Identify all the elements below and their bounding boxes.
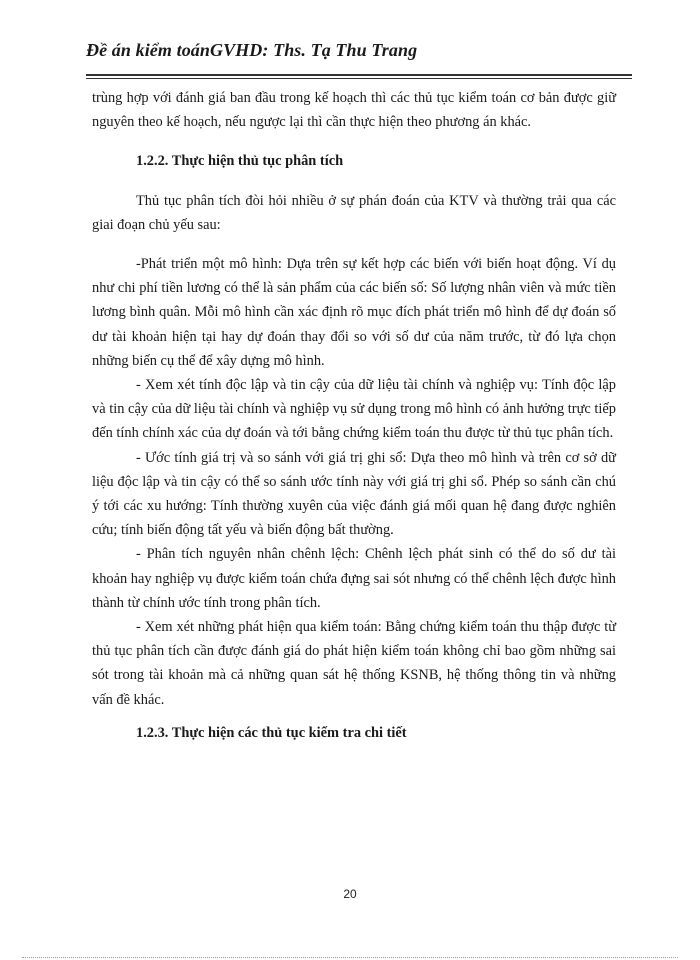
body-paragraph-1: Thủ tục phân tích đòi hỏi nhiều ở sự phán đoán của KTV và thường trải qua các giai đoạn chủ yếu sau: — [92, 192, 616, 233]
body-paragraph-5: - Phân tích nguyên nhân chênh lệch: Chênh lệch phát sinh có thể do số dư tài khoản hay nghiệp vụ được kiểm toán chứa đựng sai sót nhưng có thể chênh lệch được hình thành từ chính ước tính trong phân tích. — [92, 546, 616, 611]
body-paragraph-4: - Ước tính giá trị và so sánh với giá trị ghi sổ: Dựa theo mô hình và trên cơ sở dữ liệu độc lập và tin cậy có thể so sánh ước tính này với giá trị ghi sổ. Phép so sánh cần chú ý tới các xu hướng: Tính thường xuyên của việc đánh giá mối quan hệ đang được nghiên cứu; tính biến động tất yếu và biến động bất thường. — [92, 449, 616, 539]
section-heading-1-2-3: 1.2.3. Thực hiện các thủ tục kiểm tra chi tiết — [136, 724, 407, 741]
body-paragraph-3: - Xem xét tính độc lập và tin cậy của dữ liệu tài chính và nghiệp vụ: Tính độc lập và tin cậy của dữ liệu tài chính và nghiệp vụ sử dụng trong mô hình có ảnh hưởng trực tiếp đến tính chính xác của dự đoán và tới bằng chứng kiểm toán thu được từ thủ tục phân tích. — [92, 377, 616, 442]
section-heading-1-2-2: 1.2.2. Thực hiện thủ tục phân tích — [136, 153, 344, 170]
body-paragraph-2: -Phát triển một mô hình: Dựa trên sự kết hợp các biến với biến hoạt động. Ví dụ như chi phí tiền lương có thể là sản phẩm của các biến số: Số lượng nhân viên và mức tiền lương bình quân. Mỗi mô hình cần xác định rõ mục đích phát triển mô hình để dự đoán số dư tài khoản hiện tại hay dự đoán thay đổi so với số dư của năm trước, từ đó lựa chọn những biến cụ thể để xây dựng mô hình. — [92, 256, 616, 369]
body-paragraph-6: - Xem xét những phát hiện qua kiểm toán: Bằng chứng kiểm toán thu thập được từ thủ tục phân tích cần được đánh giá do phát hiện kiểm toán không chỉ bao gồm những sai sót trong tài khoản mà cả những quan sát hệ thống KSNB, hệ thống thông tin và những vấn đề khác. — [92, 619, 616, 708]
page-header-title: Đề án kiểm toánGVHD: Ths. Tạ Thu Trang — [86, 40, 418, 60]
page-number: 20 — [343, 887, 357, 901]
page-break-rule — [22, 957, 678, 958]
intro-paragraph: trùng hợp với đánh giá ban đầu trong kế hoạch thì các thủ tục kiểm toán cơ bản được giữ nguyên theo kế hoạch, nếu ngược lại thì cần thực hiện theo phương án khác. — [92, 90, 616, 131]
header-rule-thin — [86, 78, 632, 79]
page-body — [92, 86, 616, 745]
header-rule-thick — [86, 74, 632, 76]
